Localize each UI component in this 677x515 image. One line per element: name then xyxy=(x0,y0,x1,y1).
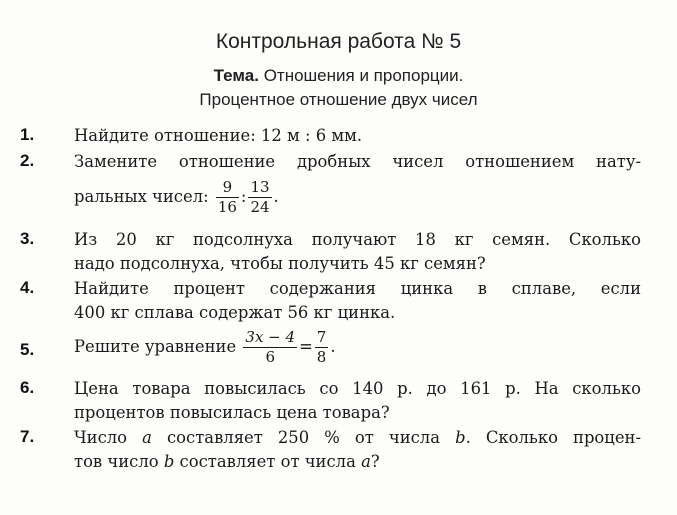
task-number: 6. xyxy=(20,378,35,397)
variable-a: a xyxy=(361,452,371,471)
page-title: Контрольная работа № 5 xyxy=(215,30,462,53)
task-7-line-1 xyxy=(74,428,641,447)
fraction-numerator: 9 xyxy=(216,180,239,198)
fraction xyxy=(243,330,297,365)
task-1-line-1: Найдите отношение: 12 м : 6 мм. xyxy=(74,126,363,145)
task-number: 2. xyxy=(20,151,35,170)
fraction-denominator: 16 xyxy=(217,198,237,216)
task-5-prefix: Решите уравнение xyxy=(74,337,237,356)
task-5-line-1 xyxy=(74,330,644,365)
task-3-line-2: надо подсолнуха, чтобы получить 45 кг семян? xyxy=(74,254,486,273)
task-number: 4. xyxy=(20,278,35,297)
topic-line-2: Процентное отношение двух чисел xyxy=(199,90,478,109)
fraction-denominator: 6 xyxy=(265,348,275,366)
task-4-line-2: 400 кг сплава содержат 56 кг цинка. xyxy=(74,303,396,322)
task-7-text: тов число xyxy=(74,452,159,471)
fraction-numerator: 3x − 4 xyxy=(245,328,296,346)
task-3-line-1: Из 20 кг подсолнуха получают 18 кг семян. Сколько xyxy=(74,230,641,249)
task-6-line-1: Цена товара повысилась со 140 р. до 161 р. На сколько xyxy=(74,379,641,398)
fraction-numerator: 13 xyxy=(250,178,270,196)
task-number: 5. xyxy=(20,340,35,359)
topic-text-1: Отношения и пропорции. xyxy=(263,66,464,85)
task-number: 3. xyxy=(20,229,35,248)
task-7-text: Число xyxy=(74,428,128,447)
variable-b: b xyxy=(163,452,175,471)
task-2-prefix: ральных чисел: xyxy=(74,187,209,206)
task-7-text: составляет от числа xyxy=(179,452,356,471)
fraction-denominator: 24 xyxy=(250,198,270,216)
task-7-text: . Сколько процен- xyxy=(465,428,642,447)
task-5-end: . xyxy=(330,337,336,356)
task-7-line-2 xyxy=(74,452,644,471)
ratio-colon: : xyxy=(240,187,247,206)
task-4-line-1: Найдите процент содержания цинка в сплаве, если xyxy=(74,279,641,298)
variable-a: a xyxy=(142,428,152,447)
fraction-denominator: 8 xyxy=(316,348,327,366)
task-2-line-2 xyxy=(74,180,644,215)
task-7-end: ? xyxy=(370,452,380,471)
fraction-numerator: 7 xyxy=(316,328,327,346)
fraction xyxy=(315,330,329,365)
fraction xyxy=(248,180,271,215)
task-6-line-2: процентов повысилась цена товара? xyxy=(74,403,390,422)
task-2-line-1: Замените отношение дробных чисел отношением нату- xyxy=(74,152,641,171)
task-2-end: . xyxy=(273,187,279,206)
topic-label: Тема. xyxy=(213,66,259,85)
task-7-text: составляет 250 % от числа xyxy=(167,428,440,447)
task-number: 1. xyxy=(20,125,35,144)
equals-sign: = xyxy=(299,337,313,356)
fraction xyxy=(216,180,239,215)
variable-b: b xyxy=(455,428,466,447)
topic-line-1 xyxy=(0,66,677,86)
task-number: 7. xyxy=(20,427,35,446)
